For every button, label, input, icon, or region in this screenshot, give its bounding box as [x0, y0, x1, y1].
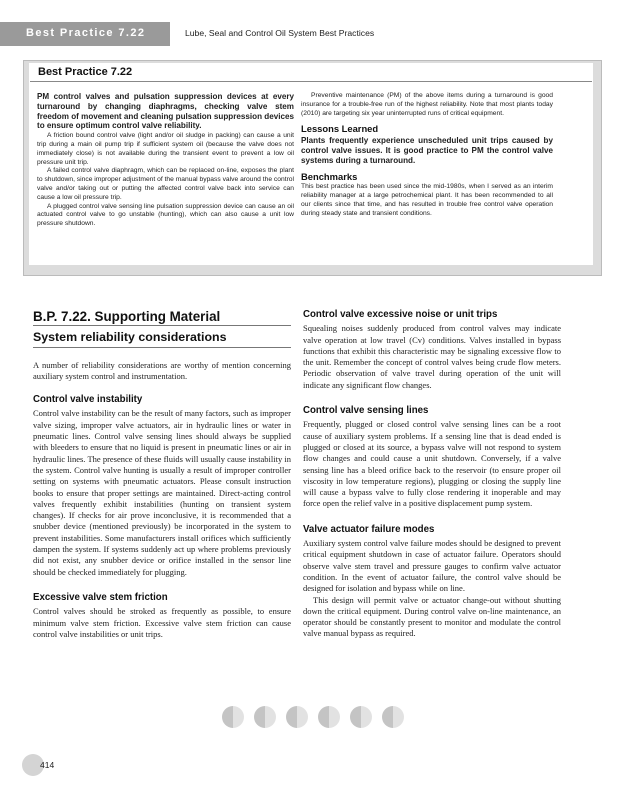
noise-heading: Control valve excessive noise or unit trips: [303, 309, 498, 320]
page-number: 414: [40, 760, 55, 770]
best-practice-paragraph: A plugged control valve sensing line pulsation suppression device can cause an oil actuated control valve to go unstable (hunting), which can also cause a unit low pressure shutdown.: [37, 202, 294, 228]
noise-paragraph: Squealing noises suddenly produced from control valves may indicate valve operation at low travel (Cv) conditions. Valves installed in bypass functions that exhibit this characteristic may be signaling excessive flow to the unit. Remember the concept of control valves being crude flow meters. Periodic observation of valve travel during operation of the unit will indicate any significant flow changes.: [303, 323, 561, 390]
decorative-dot: [222, 706, 244, 728]
running-title: Lube, Seal and Control Oil System Best Practices: [185, 28, 375, 38]
lessons-learned-heading: Lessons Learned: [301, 123, 379, 135]
benchmarks-heading: Benchmarks: [301, 170, 358, 182]
section-label: Best Practice 7.22: [26, 27, 146, 39]
best-practice-right-intro: Preventive maintenance (PM) of the above items during a turnaround is good insurance for a trouble-free run of the highest reliability. Note that most plants today (2010) are targeting six year uninterrupted runs of critical equipment.: [301, 92, 553, 117]
best-practice-divider: [30, 81, 592, 82]
best-practice-paragraph: A friction bound control valve (light and/or oil sludge in packing) can cause a unit trip during a main oil pump trip if sufficient system oil (because the valve does not immediately close) is not available during the transient event to prevent a low oil pressure unit trip.: [37, 132, 294, 166]
decorative-dot: [350, 706, 372, 728]
friction-heading: Excessive valve stem friction: [33, 591, 168, 603]
best-practice-lead: PM control valves and pulsation suppression devices at every turnaround by changing diaphragms, checking valve stem freedom of movement and cleaning pulsation suppression devices to ensure optimum control valve reliability.: [37, 92, 294, 131]
actuator-paragraph: This design will permit valve or actuator change-out without shutting down the critical equipment. During control valve on-line maintenance, an operator should be constantly present to monitor and modulate the control valve manual bypass as required.: [303, 594, 561, 639]
sensing-paragraph: Frequently, plugged or closed control valve sensing lines can be a root cause of auxiliary system problems. If a sensing line that is dead ended is plugged or closed at its source, a bypass valve will not respond to system flow changes and could cause a unit shutdown. Conversely, if a valve sensing line has a bleed orifice back to the reservoir (to ensure proper oil viscosity in low temperature regions), plugging or closing the supply line will cause a bypass valve to fully close rendering it inoperable and may force open the relief valve in a positive displacement pump system.: [303, 419, 561, 509]
instability-heading: Control valve instability: [33, 394, 143, 406]
sensing-heading: Control valve sensing lines: [303, 405, 429, 417]
right-column: [303, 309, 561, 640]
running-header: [0, 22, 626, 46]
decorative-dot: [254, 706, 276, 728]
best-practice-paragraph: A failed control valve diaphragm, which can be replaced on-line, exposes the plant to shutdown, since improper adjustment of the manual bypass valve around the control valve and/or taking out or putting the affected control valve back into service can cause a low oil pressure trip.: [37, 167, 294, 201]
intro-paragraph: A number of reliability considerations are worthy of mention concerning auxiliary system control and instrumentation.: [33, 359, 291, 381]
left-column: [33, 311, 291, 640]
benchmarks-text: This best practice has been used since the mid-1980s, when I served as an interim reliability manager at a large petrochemical plant. It has been recommended to all our clients since that time, and has resulted in trouble free control valve operation during steady state and transient conditions.: [301, 183, 553, 217]
best-practice-title: Best Practice 7.22: [38, 66, 133, 78]
best-practice-right-column: [301, 92, 553, 219]
main-heading: B.P. 7.22. Supporting Material: [33, 309, 221, 324]
friction-paragraph: Control valves should be stroked as frequently as possible, to ensure minimum valve stem friction. Excessive valve stem friction can cause control valve instabilities or unit trips.: [33, 606, 291, 639]
decorative-dot: [382, 706, 404, 728]
instability-paragraph: Control valve instability can be the result of many factors, such as improper valve sizing, improper valve actuators, air in hydraulic lines or water in pneumatic lines. Control valve sensing lines should always be supplied with bleeders to ensure that no liquid is present in pneumatic lines or air in hydraulic lines. The presence of these fluids will usually cause instability in the system. Control valve hunting is usually a result of improper controller setting on systems with pneumatic actuators. Please consult instruction books to ensure that proper settings are maintained. Direct-acting control valves frequently exhibit instabilities (hunting on transient system changes). If checks for air prove inconclusive, it is recommended that a snubber device (mentioned previously) be incorporated in the system to prevent instabilities. Some manufacturers install orifices which sufficiently dampen the system. If systems suddenly act up where problems previously did not exist, any snubber device or orifice installed in the sensor line should be checked immediately for plugging.: [33, 408, 292, 577]
best-practice-left-column: [37, 92, 294, 229]
actuator-heading: Valve actuator failure modes: [303, 523, 435, 535]
sub-heading-rule: [33, 347, 291, 348]
main-heading-rule: [33, 325, 291, 326]
sub-heading: System reliability considerations: [33, 330, 227, 345]
lessons-learned-text: Plants frequently experience unscheduled unit trips caused by control valve issues. It is good practice to PM the control valve systems during a turnaround.: [301, 136, 553, 165]
decorative-dot: [286, 706, 308, 728]
actuator-paragraph: Auxiliary system control valve failure modes should be designed to prevent critical equipment shutdown in case of actuator failure. Operators should observe valve stem travel and pressure gauges to confirm valve actuator condition. In the event of actuator failure, the control valve should be designed for isolation and bypass while on line.: [303, 538, 561, 594]
decorative-dot: [318, 706, 340, 728]
